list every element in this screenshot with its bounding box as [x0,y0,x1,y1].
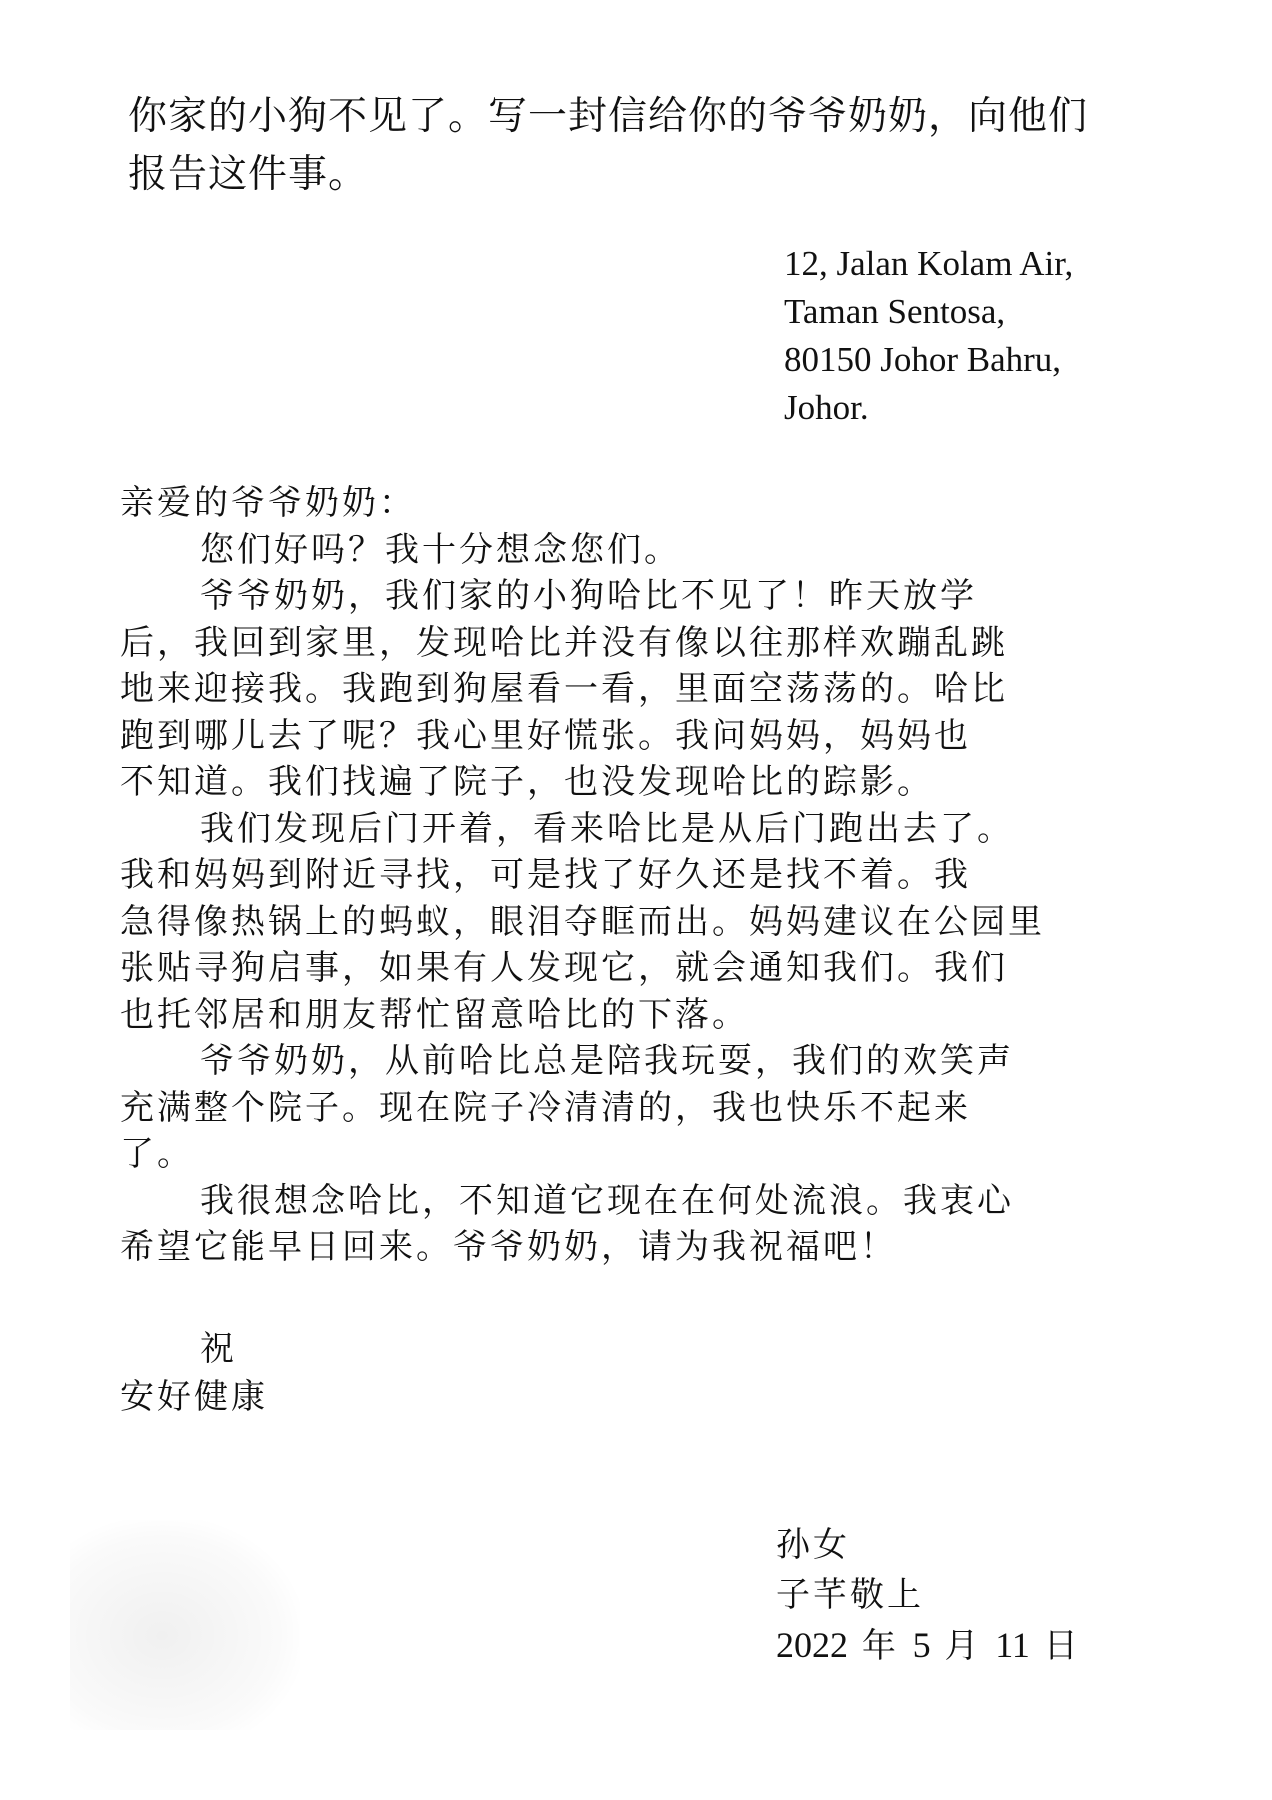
letter-line: 我和妈妈到附近寻找，可是找了好久还是找不着。我 [120,855,971,895]
signature-relation: 孙女 [776,1525,850,1565]
paper-smudge [70,1520,300,1730]
signature-date [776,1620,1081,1671]
date-month-char: 月 [944,1626,982,1666]
letter-body [120,480,1100,1271]
date-day-char: 日 [1043,1626,1081,1666]
letter-line: 我们发现后门开着，看来哈比是从后门跑出去了。 [200,808,1014,849]
letter-closing [120,1325,268,1421]
prompt-line: 你家的小狗不见了。写一封信给你的爷爷奶奶，向他们 [128,94,1089,139]
closing-wish: 祝 [200,1329,237,1369]
address-line: 80150 Johor Bahru, [784,340,1062,379]
letter-line: 爷爷奶奶，从前哈比总是陪我玩耍，我们的欢笑声 [200,1041,1014,1081]
date-month: 5 [912,1625,931,1665]
salutation: 亲爱的爷爷奶奶： [120,483,416,523]
letter-line: 我很想念哈比，不知道它现在在何处流浪。我衷心 [200,1180,1014,1221]
sender-address [784,240,1073,432]
letter-line: 跑到哪儿去了呢？我心里好慌张。我问妈妈，妈妈也 [120,715,971,756]
letter-line: 爷爷奶奶，我们家的小狗哈比不见了！昨天放学 [200,576,977,616]
letter-line: 希望它能早日回来。爷爷奶奶，请为我祝福吧！ [120,1227,897,1267]
letter-line: 急得像热锅上的蚂蚁，眼泪夺眶而出。妈妈建议在公园里 [120,901,1045,942]
date-year-char: 年 [861,1626,899,1666]
letter-signature [776,1520,1081,1671]
address-line: Taman Sentosa, [784,292,1006,331]
letter-line: 您们好吗？我十分想念您们。 [200,529,681,570]
address-line: 12, Jalan Kolam Air, [784,244,1074,283]
letter-line: 后，我回到家里，发现哈比并没有像以往那样欢蹦乱跳 [120,622,1008,663]
date-year: 2022 [776,1625,848,1665]
letter-line: 充满整个院子。现在院子冷清清的，我也快乐不起来 [120,1087,971,1128]
address-line: Johor. [784,388,869,427]
letter-line: 也托邻居和朋友帮忙留意哈比的下落。 [120,994,749,1035]
prompt-line: 报告这件事。 [128,152,369,197]
writing-prompt [128,88,1148,204]
closing-blessing: 安好健康 [120,1377,268,1417]
letter-line: 地来迎接我。我跑到狗屋看一看，里面空荡荡的。哈比 [120,669,1008,709]
letter-line: 不知道。我们找遍了院子，也没发现哈比的踪影。 [120,762,934,802]
date-day: 11 [995,1625,1030,1665]
signature-name: 子芊敬上 [776,1575,924,1615]
letter-line: 张贴寻狗启事，如果有人发现它，就会通知我们。我们 [120,948,1008,988]
letter-line: 了。 [120,1134,194,1174]
